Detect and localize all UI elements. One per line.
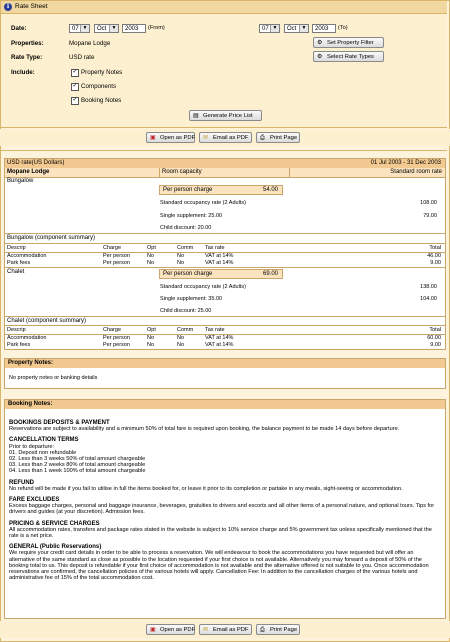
print-page-button[interactable]: ⎙ Print Page: [256, 624, 300, 635]
note-heading: GENERAL (Public Reservations): [9, 544, 102, 551]
property-notes-option: Property Notes: [81, 69, 123, 76]
note-heading: REFUND: [9, 479, 34, 486]
property-header-row: [5, 168, 445, 178]
cell-descrip: Accommodation: [7, 253, 47, 259]
rate-type-value: USD rate: [69, 54, 95, 61]
property-name: Mopane Lodge: [7, 169, 50, 175]
note-body: Reservations are subject to availability and a minimum 50% of total fare is required upon booking, the balance payment to be made 14 days before departure.: [9, 426, 400, 433]
to-year-input[interactable]: 2003: [312, 24, 336, 33]
col-opt: Opt: [147, 245, 156, 251]
cell-descrip: Park fees: [7, 342, 31, 348]
select-rate-types-button[interactable]: ⚙ Select Rate Types: [313, 51, 384, 62]
cell-tax-rate: VAT at 14%: [205, 335, 234, 341]
rate-line-label: Single supplement: 25.00: [160, 213, 223, 219]
divider: [5, 316, 445, 317]
col-descrip: Descrip: [7, 245, 26, 251]
rate-line-value: 108.00: [420, 200, 437, 206]
rate-line-label: Standard occupancy rate (2 Adults): [160, 284, 246, 290]
note-body: No refund will be made if you fail to utilise in full the items booked for, or leave it prior to its completion or partake in any meals, sight-seeing or accommodation.: [9, 485, 403, 492]
filter-icon: ⚙: [317, 54, 323, 60]
chevron-down-icon: ▼: [109, 25, 118, 32]
print-icon: ⎙: [260, 627, 265, 633]
cell-charge: Per person: [103, 253, 130, 259]
chevron-down-icon: ▼: [270, 25, 279, 32]
component-summary-header: [5, 243, 445, 253]
cell-opt: No: [147, 260, 155, 266]
note-body: Excess baggage charges, personal and baggage insurance, beverages, gratuities to drivers and escorts and all other items of a personal nature, and optional tours. Tips for drivers and guides (at your discretion). Admission fees.: [9, 503, 435, 516]
rate-line-label: Child discount: 20.00: [160, 225, 212, 231]
components-checkbox[interactable]: ✓: [72, 83, 78, 89]
cell-total: 9.00: [430, 260, 441, 266]
charge-value: 54.00: [262, 187, 278, 193]
component-summary-title: Chalet (component summary): [7, 318, 87, 324]
components-option: Components: [81, 83, 117, 90]
cell-tax-rate: VAT at 14%: [205, 342, 234, 348]
property-notes-text: No property notes or banking details: [9, 375, 98, 381]
from-suffix: (From): [148, 25, 165, 31]
to-month-select[interactable]: Oct ▼: [284, 24, 309, 33]
currency-header: USD rate(US Dollars): [7, 160, 65, 166]
cell-tax-rate: VAT at 14%: [205, 260, 234, 266]
properties-label: Properties:: [11, 40, 44, 47]
divider: [1, 150, 447, 151]
rate-line-label: Child discount: 25.00: [160, 308, 212, 314]
room-capacity-header: Room capacity: [159, 168, 202, 177]
cell-total: 46.00: [427, 253, 441, 259]
pdf-icon: ▣: [150, 627, 156, 633]
charge-box: [159, 185, 283, 195]
open-pdf-button[interactable]: ▣ Open as PDF: [146, 132, 195, 143]
component-summary-header: [5, 325, 445, 335]
set-property-filter-button[interactable]: ⚙ Set Property Filter: [313, 37, 384, 48]
rate-table-header: [5, 159, 445, 168]
title-bar: [1, 1, 447, 14]
charge-value: 69.00: [262, 271, 278, 277]
generate-price-list-button[interactable]: ▤ Generate Price List: [189, 110, 262, 121]
from-day-select[interactable]: 07 ▼: [69, 24, 90, 33]
cell-charge: Per person: [103, 335, 130, 341]
cell-comm: No: [177, 253, 185, 259]
col-charge: Charge: [103, 327, 122, 333]
to-suffix: (To): [338, 25, 348, 31]
list-icon: ▤: [193, 113, 199, 119]
col-total: Total: [429, 245, 441, 251]
col-comm: Comm: [177, 245, 194, 251]
window-title: Rate Sheet: [15, 3, 48, 10]
booking-notes-checkbox[interactable]: ✓: [72, 97, 78, 103]
note-body: All accommodation rates, transfers and package rates stated in the website is subject to 10% service charge and 5% government tax unless specifically mentioned that the rate is a net price.: [9, 526, 432, 540]
open-pdf-button[interactable]: ▣ Open as PDF: [146, 624, 195, 635]
rate-table: [4, 158, 446, 350]
booking-notes-body: [9, 420, 437, 586]
col-tax-rate: Tax rate: [205, 245, 225, 251]
col-tax-rate: Tax rate: [205, 327, 225, 333]
from-month-select[interactable]: Oct ▼: [94, 24, 119, 33]
info-icon: i: [4, 3, 12, 11]
charge-label: Per person charge: [163, 271, 213, 277]
rate-line-label: Standard occupancy rate (2 Adults): [160, 200, 246, 206]
email-icon: ✉: [203, 627, 209, 633]
print-icon: ⎙: [260, 135, 265, 141]
cell-tax-rate: VAT at 14%: [205, 253, 234, 259]
rate-type-label: Rate Type:: [11, 54, 43, 61]
email-icon: ✉: [203, 135, 209, 141]
email-pdf-button[interactable]: ✉ Email as PDF: [199, 624, 252, 635]
cell-comm: No: [177, 260, 185, 266]
booking-notes-option: Booking Notes: [81, 97, 122, 104]
cell-opt: No: [147, 335, 155, 341]
note-heading: CANCELLATION TERMS: [9, 437, 79, 444]
email-pdf-button[interactable]: ✉ Email as PDF: [199, 132, 252, 143]
cell-total: 60.00: [427, 335, 441, 341]
note-body: We require your credit card details in order to be able to process a reservation. We will endeavour to book the accommodations you have requested but will offer an alternative of the same standard as close as possible to the location requested if your first choice is not available. Alternatively you may forward a deposit of 50% of the booking total to us. This deposit is refundable if your first choice of accommodation is not available and the alternative offered is not suitable to you. Once accommodation reservations are confirmed, the cancellation policies of the various hotels will apply. Cancellation Fee: In addition to the cancellation charges of the various hotels and administrative fee of 15% of the total accommodation cost.: [9, 550, 429, 582]
to-day-select[interactable]: 07 ▼: [259, 24, 280, 33]
cell-descrip: Park fees: [7, 260, 31, 266]
pdf-icon: ▣: [150, 135, 156, 141]
cell-comm: No: [177, 335, 185, 341]
rate-line-label: Single supplement: 35.00: [160, 296, 223, 302]
booking-notes-title: Booking Notes:: [5, 400, 445, 409]
note-heading: BOOKINGS DEPOSITS & PAYMENT: [9, 420, 110, 426]
chevron-down-icon: ▼: [299, 25, 308, 32]
standard-rate-header: Standard room rate: [289, 168, 442, 177]
cell-total: 9.00: [430, 342, 441, 348]
unit-name: Bungalow: [7, 178, 34, 184]
divider: [1, 127, 447, 128]
filter-icon: ⚙: [317, 40, 323, 46]
note-body: Prior to departure: 01. Deposit non refundable 02. Less than 3 weeks 50% of total amount chargeable 03. Less than 2 weeks 80% of total amount chargeable 04. Less than 1 week 100% of total amount chargeable: [9, 443, 146, 475]
col-opt: Opt: [147, 327, 156, 333]
rate-line-value: 104.00: [420, 296, 437, 302]
property-notes-checkbox[interactable]: ✓: [72, 69, 78, 75]
charge-box: [159, 269, 283, 279]
cell-opt: No: [147, 253, 155, 259]
include-label: Include:: [11, 69, 35, 76]
cell-descrip: Accommodation: [7, 335, 47, 341]
cell-opt: No: [147, 342, 155, 348]
divider: [5, 233, 445, 234]
date-label: Date:: [11, 25, 27, 32]
filter-form: [1, 14, 447, 127]
rate-line-value: 79.00: [423, 213, 437, 219]
print-page-button[interactable]: ⎙ Print Page: [256, 132, 300, 143]
component-summary-title: Bungalow (component summary): [7, 235, 96, 241]
property-notes-title: Property Notes:: [5, 359, 445, 368]
property-notes-panel: [4, 358, 446, 389]
col-comm: Comm: [177, 327, 194, 333]
from-year-input[interactable]: 2003: [122, 24, 146, 33]
cell-charge: Per person: [103, 342, 130, 348]
rate-period: 01 Jul 2003 - 31 Dec 2003: [370, 160, 441, 166]
note-heading: FARE EXCLUDES: [9, 497, 60, 504]
col-descrip: Descrip: [7, 327, 26, 333]
col-charge: Charge: [103, 245, 122, 251]
top-toolbar: [0, 129, 450, 146]
properties-value: Mopane Lodge: [69, 40, 111, 47]
cell-charge: Per person: [103, 260, 130, 266]
charge-label: Per person charge: [163, 187, 213, 193]
cell-comm: No: [177, 342, 185, 348]
chevron-down-icon: ▼: [80, 25, 89, 32]
col-total: Total: [429, 327, 441, 333]
rate-line-value: 138.00: [420, 284, 437, 290]
note-heading: PRICING & SERVICE CHARGES: [9, 520, 100, 527]
divider: [5, 267, 445, 268]
booking-notes-panel: [4, 399, 446, 619]
unit-name: Chalet: [7, 269, 25, 275]
bottom-toolbar: [0, 621, 450, 638]
